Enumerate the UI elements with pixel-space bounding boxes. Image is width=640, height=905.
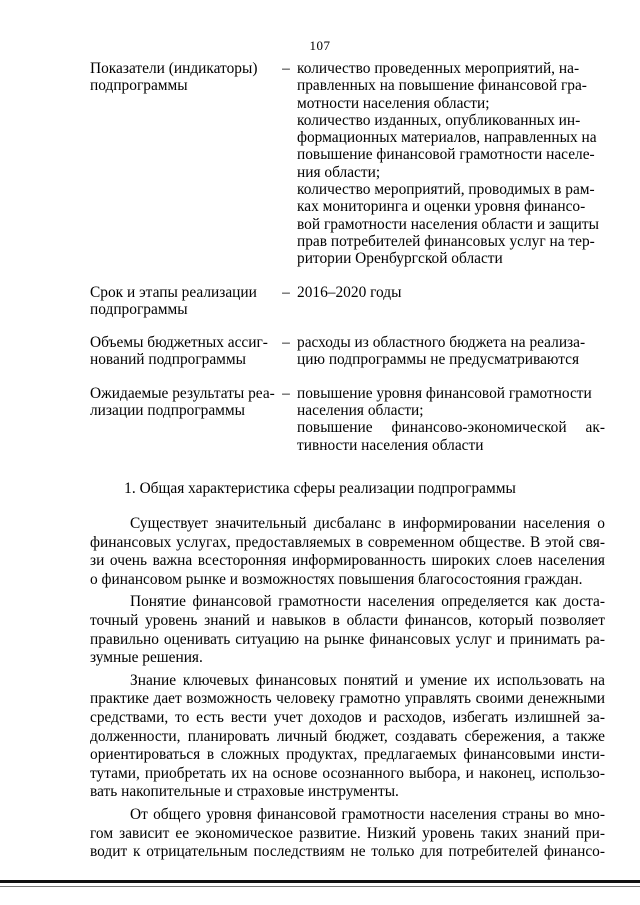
passport-label	[90, 385, 275, 420]
paragraph	[90, 593, 605, 667]
value-line: повышение уровня финансовой грамотности	[297, 384, 592, 402]
value-line: повышение финансовой грамотности населе-	[297, 146, 595, 164]
passport-value	[297, 60, 605, 268]
value-line: правленных на повышение финансовой гра-	[297, 77, 587, 95]
text-line: Существует значительный дисбаланс в информировании населения о	[130, 515, 605, 532]
value-line: цию подпрограммы не предусматриваются	[297, 351, 580, 369]
text-line: тутами, приобретать их на основе осознанного выбора, и наконец, использо-	[90, 764, 605, 782]
text-line: От общего уровня финансовой грамотности населения страны во мно-	[130, 805, 605, 823]
paragraph	[90, 515, 605, 589]
footer-rule	[0, 880, 640, 883]
label-line: Объемы бюджетных ассиг-	[90, 334, 268, 352]
text-line: Знание ключевых финансовых понятий и умение их использовать на	[130, 671, 605, 689]
footer-rule-thin	[0, 886, 640, 887]
text-line: правильно оценивать ситуацию на рынке финансовых услуг и принимать ра-	[90, 630, 605, 648]
text-line: о финансовом рынке и возможностях повышения благосостояния граждан.	[90, 570, 583, 588]
value-line: прав потребителей финансовых услуг на тер-	[297, 232, 595, 250]
section-heading: 1. Общая характеристика сферы реализации подпрограммы	[124, 480, 516, 497]
text-line: средствами, то есть вести учет доходов и расходов, избегать излишней за-	[90, 708, 605, 726]
text-line: зумные решения.	[90, 649, 203, 667]
passport-row-indicators	[90, 60, 605, 268]
value-line: вой грамотности населения области и защиты	[297, 215, 599, 233]
value-line: населения области;	[297, 402, 424, 420]
passport-value	[297, 284, 605, 301]
passport-label	[90, 60, 275, 95]
value-line: мотности населения области;	[297, 94, 490, 112]
label-line: Ожидаемые результаты реа-	[90, 384, 275, 402]
value-line: ках мониторинга и оценки уровня финансо-	[297, 198, 586, 216]
text-line: вать накопительные и страховые инструменты.	[90, 783, 399, 801]
value-line: количество мероприятий, проводимых в рам-	[297, 181, 595, 199]
value-line: количество проведенных мероприятий, на-	[297, 60, 580, 77]
value-line: ния области;	[297, 163, 381, 181]
label-line: нований подпрограммы	[90, 351, 246, 369]
page-number: 107	[309, 38, 331, 53]
text-line: точный уровень знаний и навыков в области финансов, который позволяет	[90, 611, 605, 629]
body-text	[90, 515, 605, 866]
value-line: количество изданных, опубликованных ин-	[297, 111, 581, 129]
label-line: Срок и этапы реализации	[90, 283, 257, 301]
value-line: повышение финансово-экономической ак-	[297, 419, 605, 437]
passport-row-results	[90, 385, 605, 454]
value-line: расходы из областного бюджета на реализа-	[297, 334, 586, 352]
text-line: практике дает возможность человеку грамотно управлять своими денежными	[90, 690, 605, 708]
paragraph	[90, 806, 605, 862]
value-line: ритории Оренбургской области	[297, 250, 503, 268]
passport-value	[297, 334, 605, 369]
text-line: водит к отрицательным последствиям не только для потребителей финансо-	[90, 843, 605, 861]
text-line: финансовых услугах, предоставляемых в современном обществе. В этой свя-	[90, 533, 605, 551]
passport-label	[90, 334, 275, 369]
dash: –	[282, 384, 290, 402]
passport-table	[90, 60, 605, 454]
label-line: Показатели (индикаторы)	[90, 60, 258, 77]
text-line: гом зависит ее экономическое развитие. Низкий уровень таких знаний при-	[90, 824, 605, 842]
dash: –	[282, 60, 290, 77]
label-line: подпрограммы	[90, 300, 188, 318]
label-line: подпрограммы	[90, 77, 188, 95]
text-line: Понятие финансовой грамотности населения определяется как доста-	[130, 593, 605, 611]
value-line: тивности населения области	[297, 436, 484, 454]
value-line: 2016–2020 годы	[297, 283, 402, 301]
passport-row-period	[90, 284, 605, 319]
passport-label	[90, 284, 275, 319]
dash: –	[282, 334, 290, 352]
label-line: лизации подпрограммы	[90, 402, 245, 420]
passport-value	[297, 385, 605, 454]
dash: –	[282, 283, 290, 301]
value-line: формационных материалов, направленных на	[297, 129, 597, 147]
text-line: долженности, планировать личный бюджет, создавать сбережения, а также	[90, 727, 605, 745]
passport-row-budget	[90, 334, 605, 369]
text-line: ориентироваться в сложных продуктах, предлагаемых финансовыми инсти-	[90, 746, 605, 764]
paragraph	[90, 672, 605, 802]
text-line: зи очень важна всесторонняя информированность широких слоев населения	[90, 552, 605, 570]
